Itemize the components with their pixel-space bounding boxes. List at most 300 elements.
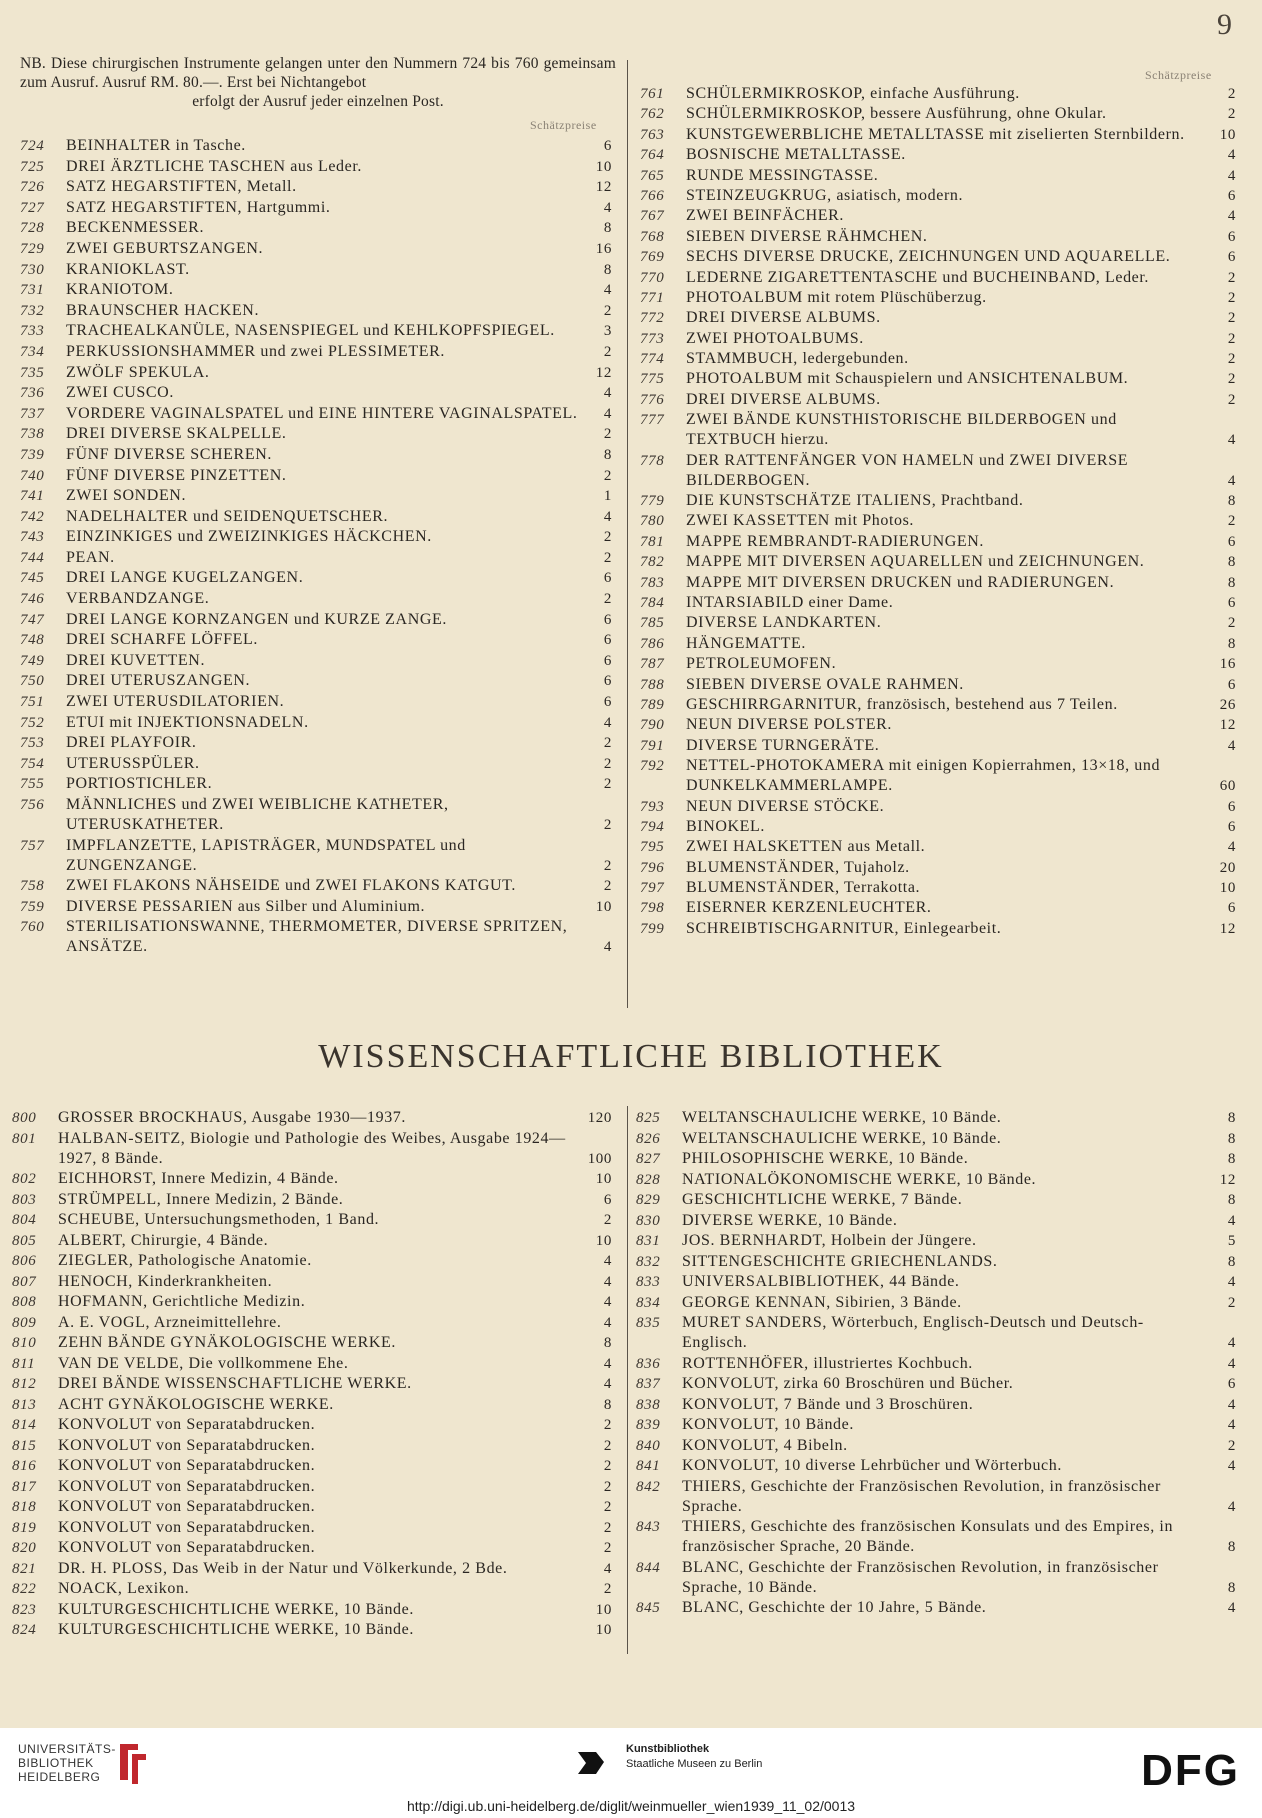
lot-number: 807 bbox=[12, 1273, 37, 1290]
lot-number: 830 bbox=[636, 1212, 661, 1229]
lot-entry bbox=[640, 817, 1240, 837]
lot-estimate: 26 bbox=[1219, 696, 1236, 713]
lot-estimate: 8 bbox=[603, 220, 612, 237]
lot-estimate: 6 bbox=[603, 1191, 612, 1208]
lot-number: 800 bbox=[12, 1110, 37, 1126]
lot-number: 764 bbox=[640, 147, 665, 164]
lot-entry bbox=[20, 795, 616, 835]
lot-number: 775 bbox=[640, 371, 665, 388]
lot-description: FÜNF DIVERSE SCHEREN. bbox=[66, 445, 272, 463]
lot-description: KRANIOTOM. bbox=[66, 281, 174, 299]
lot-number: 837 bbox=[636, 1376, 661, 1392]
lot-number: 785 bbox=[640, 615, 665, 632]
lot-entry bbox=[636, 1190, 1240, 1210]
lot-estimate: 2 bbox=[603, 1478, 612, 1495]
lot-description: MAPPE MIT DIVERSEN DRUCKEN und RADIERUNGEN. bbox=[686, 573, 1115, 591]
lot-estimate: 2 bbox=[603, 302, 612, 319]
lot-entry bbox=[20, 260, 616, 280]
lot-entry bbox=[12, 1231, 616, 1251]
lot-estimate: 4 bbox=[1227, 1274, 1236, 1290]
lot-number: 749 bbox=[20, 652, 45, 669]
lot-number: 746 bbox=[20, 591, 45, 608]
lot-entry bbox=[12, 1333, 616, 1353]
lot-number: 844 bbox=[636, 1559, 661, 1576]
lot-entry bbox=[20, 301, 616, 321]
kb-title: Kunstbibliothek bbox=[626, 1743, 710, 1755]
lot-description: INTARSIABILD einer Dame. bbox=[686, 593, 894, 611]
lot-number: 744 bbox=[20, 549, 45, 566]
column-library-left bbox=[12, 1108, 616, 1641]
source-url-link[interactable]: http://digi.ub.uni-heidelberg.de/diglit/weinmueller_wien1939_11_02/0013 bbox=[406, 1798, 856, 1814]
lot-estimate: 4 bbox=[603, 385, 612, 402]
lot-description: KONVOLUT, 4 Bibeln. bbox=[682, 1436, 848, 1454]
lot-description: KONVOLUT, zirka 60 Broschüren und Bücher. bbox=[682, 1375, 1014, 1392]
lot-entry bbox=[636, 1129, 1240, 1149]
col2-header: Schätzpreise bbox=[1145, 68, 1212, 82]
lot-estimate: 2 bbox=[1227, 330, 1236, 347]
lot-description: STERILISATIONSWANNE, THERMOMETER, DIVERSE SPRITZEN, ANSÄTZE. bbox=[66, 918, 568, 956]
lot-estimate: 60 bbox=[1219, 778, 1236, 795]
page-number: 9 bbox=[1217, 8, 1232, 41]
lot-estimate: 4 bbox=[603, 1314, 612, 1331]
lot-number: 836 bbox=[636, 1355, 661, 1372]
lot-estimate: 6 bbox=[603, 673, 612, 690]
lot-description: SCHREIBTISCHGARNITUR, Einlegearbeit. bbox=[686, 919, 1002, 937]
lot-description: WELTANSCHAULICHE WERKE, 10 Bände. bbox=[682, 1109, 1002, 1126]
lot-estimate: 6 bbox=[603, 632, 612, 649]
lot-description: ACHT GYNÄKOLOGISCHE WERKE. bbox=[58, 1395, 334, 1413]
lot-description: MURET SANDERS, Wörterbuch, Englisch-Deutsch und Deutsch-Englisch. bbox=[682, 1314, 1144, 1351]
lot-description: NOACK, Lexikon. bbox=[58, 1580, 190, 1597]
lot-number: 826 bbox=[636, 1130, 661, 1147]
lot-description: NEUN DIVERSE POLSTER. bbox=[686, 716, 892, 734]
lot-number: 819 bbox=[12, 1519, 37, 1536]
lot-description: SCHÜLERMIKROSKOP, bessere Ausführung, ohne Okular. bbox=[686, 105, 1107, 123]
lot-number: 799 bbox=[640, 920, 665, 937]
lot-number: 780 bbox=[640, 513, 665, 530]
lot-estimate: 2 bbox=[1227, 1294, 1236, 1311]
lot-entry bbox=[20, 630, 616, 650]
col1-header: Schätzpreise bbox=[530, 118, 597, 132]
lot-description: EICHHORST, Innere Medizin, 4 Bände. bbox=[58, 1170, 339, 1187]
lot-entry bbox=[12, 1477, 616, 1497]
lot-entry bbox=[640, 695, 1240, 715]
lot-entry bbox=[640, 206, 1240, 226]
lot-number: 829 bbox=[636, 1192, 661, 1208]
lot-number: 812 bbox=[12, 1376, 37, 1392]
lot-entry bbox=[20, 917, 616, 957]
lot-entry bbox=[640, 797, 1240, 817]
lot-number: 761 bbox=[640, 86, 665, 102]
lot-entry bbox=[636, 1517, 1240, 1557]
lot-estimate: 4 bbox=[1227, 737, 1236, 754]
lot-estimate: 1 bbox=[603, 488, 612, 505]
lot-entry bbox=[640, 756, 1240, 796]
lot-number: 841 bbox=[636, 1458, 661, 1474]
lot-number: 818 bbox=[12, 1499, 37, 1515]
lot-estimate: 2 bbox=[603, 857, 612, 874]
lot-entry bbox=[640, 104, 1240, 124]
lot-number: 804 bbox=[12, 1212, 37, 1228]
lot-estimate: 12 bbox=[595, 179, 612, 196]
lot-description: MAPPE MIT DIVERSEN AQUARELLEN und ZEICHNUNGEN. bbox=[686, 553, 1145, 571]
lot-entry bbox=[20, 486, 616, 506]
lot-description: VORDERE VAGINALSPATEL und EINE HINTERE VAGINALSPATEL. bbox=[66, 404, 578, 422]
lot-estimate: 10 bbox=[1219, 880, 1236, 897]
lot-number: 768 bbox=[640, 228, 665, 245]
lot-number: 776 bbox=[640, 391, 665, 408]
lot-description: SATZ HEGARSTIFTEN, Hartgummi. bbox=[66, 198, 331, 216]
lot-description: DIVERSE WERKE, 10 Bände. bbox=[682, 1211, 898, 1229]
lot-estimate: 4 bbox=[603, 939, 612, 956]
lot-estimate: 4 bbox=[1227, 1600, 1236, 1616]
lot-entry bbox=[636, 1231, 1240, 1251]
lot-description: ZWEI BÄNDE KUNSTHISTORISCHE BILDERBOGEN und TEXTBUCH hierzu. bbox=[686, 411, 1117, 449]
lot-description: DREI ÄRZTLICHE TASCHEN aus Leder. bbox=[66, 157, 362, 175]
lot-entry bbox=[636, 1395, 1240, 1415]
lot-entry bbox=[20, 774, 616, 794]
lot-entry bbox=[636, 1108, 1240, 1128]
lot-number: 754 bbox=[20, 755, 45, 772]
lot-description: EINZINKIGES und ZWEIZINKIGES HÄCKCHEN. bbox=[66, 528, 432, 546]
lot-entry bbox=[12, 1456, 616, 1476]
lot-entry bbox=[20, 527, 616, 547]
lot-entry bbox=[640, 491, 1240, 511]
lot-estimate: 4 bbox=[603, 714, 612, 731]
lot-description: KONVOLUT von Separatabdrucken. bbox=[58, 1416, 316, 1433]
lot-entry bbox=[20, 836, 616, 876]
lot-number: 832 bbox=[636, 1253, 661, 1270]
lot-estimate: 2 bbox=[1227, 513, 1236, 530]
lot-entry bbox=[640, 532, 1240, 552]
lot-number: 840 bbox=[636, 1437, 661, 1454]
lot-description: IMPFLANZETTE, LAPISTRÄGER, MUNDSPATEL und ZUNGENZANGE. bbox=[66, 836, 466, 874]
lot-estimate: 12 bbox=[595, 364, 612, 381]
lot-number: 788 bbox=[640, 676, 665, 693]
notice-center-text: erfolgt der Ausruf jeder einzelnen Post. bbox=[192, 93, 444, 110]
lot-number: 821 bbox=[12, 1560, 37, 1577]
lot-number: 737 bbox=[20, 405, 45, 422]
lot-estimate: 4 bbox=[1227, 1355, 1236, 1372]
lot-description: ZWEI CUSCO. bbox=[66, 384, 174, 402]
lot-number: 770 bbox=[640, 269, 665, 286]
lot-estimate: 4 bbox=[1227, 1458, 1236, 1474]
lot-entry bbox=[20, 733, 616, 753]
lot-number: 730 bbox=[20, 261, 45, 278]
lot-estimate: 8 bbox=[603, 1335, 612, 1351]
lot-description: BEINHALTER in Tasche. bbox=[66, 137, 246, 154]
lot-estimate: 2 bbox=[1227, 391, 1236, 408]
lot-description: PORTIOSTICHLER. bbox=[66, 775, 213, 793]
lot-description: KUNSTGEWERBLICHE METALLTASSE mit ziselierten Sternbildern. bbox=[686, 125, 1185, 143]
lot-estimate: 2 bbox=[603, 1540, 612, 1556]
lot-number: 767 bbox=[640, 208, 665, 225]
lot-entry bbox=[640, 593, 1240, 613]
notice-text: NB. Diese chirurgischen Instrumente gelangen unter den Nummern 724 bis 760 gemeinsam zum Ausruf. Ausruf RM. 80.—. Erst bei Nichtangebot bbox=[20, 55, 616, 91]
lot-description: STAMMBUCH, ledergebunden. bbox=[686, 350, 909, 368]
notice-paragraph bbox=[20, 54, 616, 111]
lot-number: 740 bbox=[20, 467, 45, 484]
lot-number: 727 bbox=[20, 199, 45, 216]
lot-description: ZWEI SONDEN. bbox=[66, 487, 187, 505]
lot-description: DREI DIVERSE SKALPELLE. bbox=[66, 425, 287, 443]
lot-description: BOSNISCHE METALLTASSE. bbox=[686, 146, 906, 164]
lot-description: KONVOLUT von Separatabdrucken. bbox=[58, 1518, 316, 1536]
lot-description: DR. H. PLOSS, Das Weib in der Natur und Völkerkunde, 2 Bde. bbox=[58, 1559, 508, 1577]
lot-entry bbox=[636, 1170, 1240, 1190]
lot-description: DREI UTERUSZANGEN. bbox=[66, 672, 251, 690]
lot-number: 820 bbox=[12, 1540, 37, 1556]
lot-description: DER RATTENFÄNGER VON HAMELN und ZWEI DIVERSE BILDERBOGEN. bbox=[686, 451, 1129, 489]
lot-number: 817 bbox=[12, 1478, 37, 1495]
kunstbibliothek-logo[interactable] bbox=[626, 1742, 762, 1772]
lot-number: 835 bbox=[636, 1315, 661, 1331]
lot-entry bbox=[12, 1436, 616, 1456]
lot-estimate: 16 bbox=[595, 240, 612, 257]
lot-entry bbox=[640, 227, 1240, 247]
lot-estimate: 8 bbox=[603, 1396, 612, 1413]
lot-entry bbox=[20, 198, 616, 218]
lot-entry bbox=[20, 651, 616, 671]
lot-description: KONVOLUT, 7 Bände und 3 Broschüren. bbox=[682, 1395, 974, 1413]
lot-entry bbox=[640, 552, 1240, 572]
lot-estimate: 10 bbox=[595, 158, 612, 175]
lot-number: 734 bbox=[20, 343, 45, 360]
lot-estimate: 120 bbox=[587, 1110, 612, 1126]
lot-description: DREI SCHARFE LÖFFEL. bbox=[66, 631, 259, 649]
lot-estimate: 6 bbox=[1227, 228, 1236, 245]
lot-entry bbox=[640, 186, 1240, 206]
lot-estimate: 4 bbox=[603, 1253, 612, 1269]
lot-description: DREI DIVERSE ALBUMS. bbox=[686, 309, 881, 327]
lot-entry bbox=[12, 1497, 616, 1517]
lot-estimate: 2 bbox=[603, 343, 612, 360]
lot-number: 726 bbox=[20, 179, 45, 196]
lot-estimate: 6 bbox=[603, 694, 612, 711]
lot-entry bbox=[12, 1169, 616, 1189]
lot-entry bbox=[20, 218, 616, 238]
lot-number: 750 bbox=[20, 673, 45, 690]
lot-number: 731 bbox=[20, 282, 45, 299]
lot-entry bbox=[12, 1272, 616, 1292]
lot-description: HÄNGEMATTE. bbox=[686, 634, 806, 652]
lot-number: 803 bbox=[12, 1191, 37, 1208]
lot-entry bbox=[12, 1415, 616, 1435]
lot-estimate: 4 bbox=[603, 1273, 612, 1290]
lot-description: MAPPE REMBRANDT-RADIERUNGEN. bbox=[686, 532, 985, 550]
lot-estimate: 2 bbox=[1227, 615, 1236, 632]
lot-entry bbox=[20, 897, 616, 917]
lot-estimate: 2 bbox=[603, 735, 612, 752]
lot-estimate: 4 bbox=[1227, 1335, 1236, 1351]
lot-description: GEORGE KENNAN, Sibirien, 3 Bände. bbox=[682, 1293, 962, 1311]
lot-estimate: 2 bbox=[1227, 106, 1236, 123]
lot-number: 825 bbox=[636, 1110, 661, 1126]
lot-description: DIE KUNSTSCHÄTZE ITALIENS, Prachtband. bbox=[686, 492, 1024, 510]
lot-number: 816 bbox=[12, 1458, 37, 1474]
lot-entry bbox=[636, 1354, 1240, 1374]
lot-description: ZEHN BÄNDE GYNÄKOLOGISCHE WERKE. bbox=[58, 1334, 396, 1351]
lot-number: 769 bbox=[640, 249, 665, 266]
lot-entry bbox=[12, 1579, 616, 1599]
lot-estimate: 4 bbox=[1227, 432, 1236, 449]
lot-entry bbox=[20, 754, 616, 774]
lot-entry bbox=[20, 713, 616, 733]
lot-estimate: 4 bbox=[603, 1560, 612, 1577]
lot-entry bbox=[640, 654, 1240, 674]
lot-description: STEINZEUGKRUG, asiatisch, modern. bbox=[686, 186, 964, 204]
lot-description: SIEBEN DIVERSE OVALE RAHMEN. bbox=[686, 675, 964, 693]
lot-entry bbox=[640, 858, 1240, 878]
lot-entry bbox=[636, 1252, 1240, 1272]
lot-description: ALBERT, Chirurgie, 4 Bände. bbox=[58, 1231, 269, 1249]
lot-number: 797 bbox=[640, 880, 665, 897]
lot-description: GROSSER BROCKHAUS, Ausgabe 1930—1937. bbox=[58, 1109, 407, 1126]
lot-entry bbox=[12, 1620, 616, 1640]
lot-entry bbox=[636, 1477, 1240, 1517]
uni-heidelberg-logo[interactable] bbox=[18, 1742, 116, 1784]
lot-entry bbox=[20, 177, 616, 197]
lot-entry bbox=[636, 1558, 1240, 1598]
lot-description: ZWEI FLAKONS NÄHSEIDE und ZWEI FLAKONS KATGUT. bbox=[66, 877, 516, 895]
lot-number: 811 bbox=[12, 1355, 36, 1372]
column-misc-items bbox=[640, 84, 1240, 939]
lot-number: 787 bbox=[640, 656, 665, 673]
lot-description: BLANC, Geschichte der Französischen Revolution, in französischer Sprache, 10 Bände. bbox=[682, 1558, 1159, 1596]
lot-estimate: 8 bbox=[1227, 493, 1236, 510]
lot-description: ETUI mit INJEKTIONSNADELN. bbox=[66, 713, 309, 731]
lot-description: PEAN. bbox=[66, 548, 115, 566]
lot-number: 842 bbox=[636, 1478, 661, 1495]
lot-estimate: 2 bbox=[603, 426, 612, 443]
lot-entry bbox=[20, 280, 616, 300]
lot-entry bbox=[20, 876, 616, 896]
lot-entry bbox=[20, 692, 616, 712]
lot-estimate: 6 bbox=[603, 570, 612, 587]
lot-number: 796 bbox=[640, 859, 665, 876]
lot-description: LEDERNE ZIGARETTENTASCHE und BUCHEINBAND, Leder. bbox=[686, 268, 1150, 286]
lot-estimate: 2 bbox=[603, 1458, 612, 1474]
lot-description: BECKENMESSER. bbox=[66, 219, 205, 237]
lot-estimate: 4 bbox=[603, 1355, 612, 1372]
lot-entry bbox=[636, 1293, 1240, 1313]
lot-number: 766 bbox=[640, 187, 665, 204]
lot-entry bbox=[640, 573, 1240, 593]
lot-estimate: 4 bbox=[603, 508, 612, 525]
lot-number: 771 bbox=[640, 289, 665, 306]
lot-entry bbox=[640, 125, 1240, 145]
column-divider-top bbox=[627, 60, 628, 1008]
lot-description: BLUMENSTÄNDER, Tujaholz. bbox=[686, 858, 910, 876]
lot-entry bbox=[636, 1374, 1240, 1394]
lot-estimate: 2 bbox=[603, 529, 612, 546]
lot-number: 732 bbox=[20, 302, 45, 319]
lot-estimate: 6 bbox=[1227, 798, 1236, 815]
lot-number: 827 bbox=[636, 1151, 661, 1167]
lot-description: HENOCH, Kinderkrankheiten. bbox=[58, 1272, 273, 1290]
lot-estimate: 8 bbox=[1227, 1110, 1236, 1126]
dfg-logo[interactable]: DFG bbox=[1141, 1746, 1240, 1795]
lot-description: DREI DIVERSE ALBUMS. bbox=[686, 390, 881, 408]
lot-entry bbox=[640, 288, 1240, 308]
lot-estimate: 2 bbox=[603, 1499, 612, 1515]
column-library-right bbox=[636, 1108, 1240, 1619]
lot-number: 758 bbox=[20, 878, 45, 895]
lot-estimate: 6 bbox=[1227, 594, 1236, 611]
lot-entry bbox=[20, 466, 616, 486]
lot-description: A. E. VOGL, Arzneimittellehre. bbox=[58, 1313, 282, 1331]
lot-description: WELTANSCHAULICHE WERKE, 10 Bände. bbox=[682, 1129, 1002, 1147]
lot-estimate: 4 bbox=[603, 405, 612, 422]
lot-description: JOS. BERNHARDT, Holbein der Jüngere. bbox=[682, 1232, 977, 1249]
lot-description: PETROLEUMOFEN. bbox=[686, 655, 837, 673]
lot-description: UNIVERSALBIBLIOTHEK, 44 Bände. bbox=[682, 1273, 960, 1290]
lot-description: ZWEI KASSETTEN mit Photos. bbox=[686, 512, 915, 530]
lot-number: 773 bbox=[640, 330, 665, 347]
lot-estimate: 2 bbox=[1227, 1437, 1236, 1454]
lot-estimate: 8 bbox=[1227, 1192, 1236, 1208]
lot-entry bbox=[640, 410, 1240, 450]
lot-number: 806 bbox=[12, 1253, 37, 1269]
lot-entry bbox=[640, 613, 1240, 633]
lot-number: 778 bbox=[640, 452, 665, 469]
lot-entry bbox=[640, 268, 1240, 288]
lot-entry bbox=[20, 239, 616, 259]
lot-entry bbox=[636, 1598, 1240, 1618]
lot-estimate: 10 bbox=[595, 1232, 612, 1249]
lot-estimate: 10 bbox=[595, 1622, 612, 1638]
lot-estimate: 2 bbox=[1227, 371, 1236, 388]
lot-description: DREI LANGE KORNZANGEN und KURZE ZANGE. bbox=[66, 610, 447, 628]
lot-description: VERBANDZANGE. bbox=[66, 590, 210, 608]
lot-number: 725 bbox=[20, 158, 45, 175]
lot-estimate: 16 bbox=[1219, 656, 1236, 673]
lot-estimate: 2 bbox=[1227, 269, 1236, 286]
lot-number: 843 bbox=[636, 1519, 661, 1535]
lot-number: 741 bbox=[20, 488, 45, 505]
lot-description: SIEBEN DIVERSE RÄHMCHEN. bbox=[686, 227, 928, 245]
lot-number: 745 bbox=[20, 570, 45, 587]
lot-estimate: 4 bbox=[603, 282, 612, 299]
lot-estimate: 5 bbox=[1227, 1233, 1236, 1249]
lot-estimate: 6 bbox=[1227, 187, 1236, 204]
lot-number: 760 bbox=[20, 919, 45, 936]
lot-entry bbox=[20, 404, 616, 424]
lot-estimate: 8 bbox=[1227, 1579, 1236, 1596]
lot-entry bbox=[640, 919, 1240, 939]
lot-entry bbox=[640, 736, 1240, 756]
lot-estimate: 3 bbox=[603, 323, 612, 340]
lot-estimate: 2 bbox=[603, 591, 612, 608]
lot-number: 802 bbox=[12, 1171, 37, 1187]
lot-number: 813 bbox=[12, 1396, 37, 1413]
lot-estimate: 4 bbox=[1227, 167, 1236, 184]
lot-estimate: 2 bbox=[1227, 310, 1236, 327]
lot-estimate: 6 bbox=[1227, 900, 1236, 917]
lot-entry bbox=[636, 1436, 1240, 1456]
lot-entry bbox=[640, 390, 1240, 410]
lot-number: 798 bbox=[640, 900, 665, 917]
lot-description: NATIONALÖKONOMISCHE WERKE, 10 Bände. bbox=[682, 1170, 1037, 1188]
lot-estimate: 2 bbox=[603, 1581, 612, 1597]
lot-number: 772 bbox=[640, 310, 665, 327]
lot-description: KULTURGESCHICHTLICHE WERKE, 10 Bände. bbox=[58, 1600, 414, 1618]
lot-entry bbox=[12, 1251, 616, 1271]
lot-description: ROTTENHÖFER, illustriertes Kochbuch. bbox=[682, 1354, 973, 1372]
lot-entry bbox=[20, 589, 616, 609]
lot-number: 822 bbox=[12, 1581, 37, 1597]
lot-estimate: 10 bbox=[595, 898, 612, 915]
